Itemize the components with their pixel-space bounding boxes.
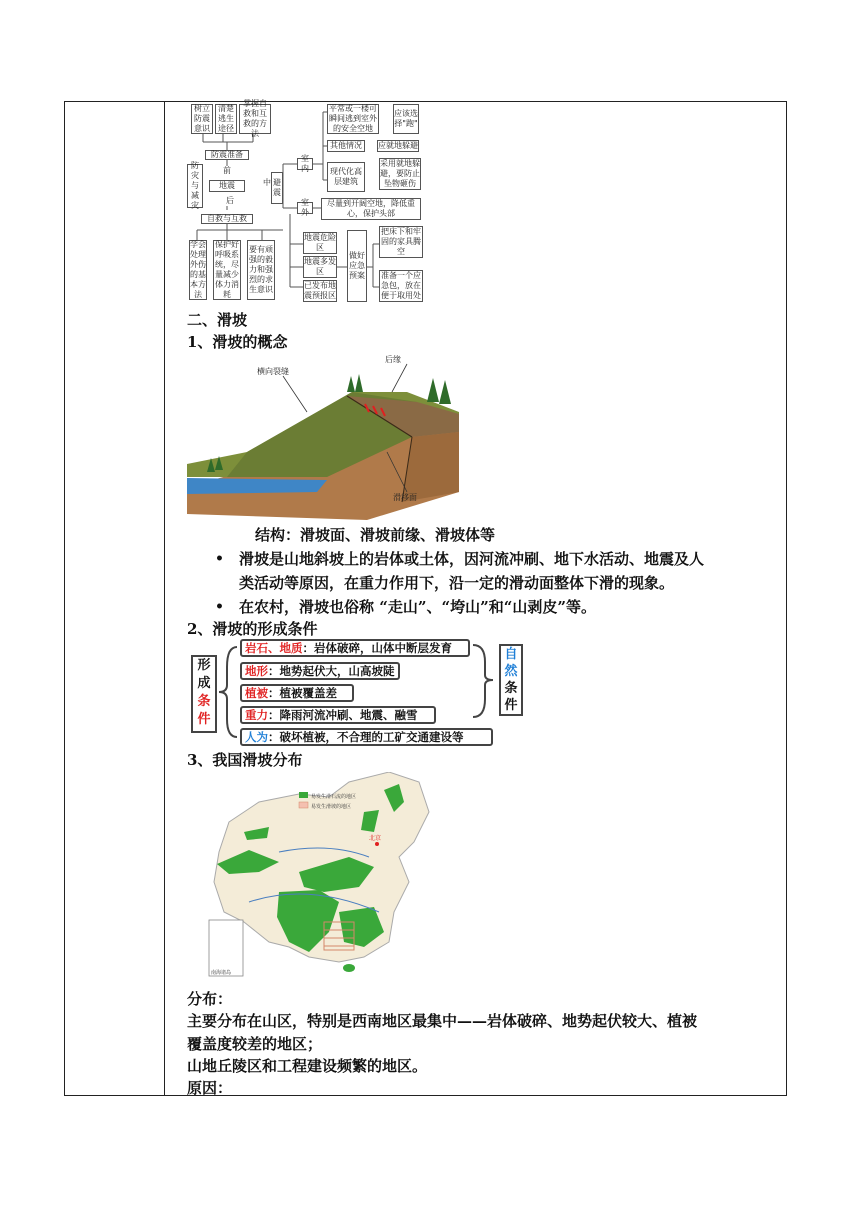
- formation-label-box: 形 成 条 件: [191, 655, 217, 733]
- fc-box: 避震: [271, 172, 283, 204]
- fc-box: 现代化高层建筑: [327, 162, 365, 192]
- fc-box: 地震多发区: [304, 257, 336, 276]
- fc-box: 中: [263, 178, 271, 187]
- fc-box: 学会处理外伤的基本方法: [190, 240, 206, 299]
- condition-human: 人为：破坏植被，不合理的工矿交通建设等: [240, 728, 493, 746]
- label-slide-surface: 滑移面: [393, 493, 417, 502]
- fc-box: 尽量到开阔空地，降低重心，保护头部: [321, 198, 421, 220]
- natural-label-box: 自 然 条 件: [499, 644, 523, 716]
- fc-box: 树立防震意识: [191, 104, 213, 134]
- fc-box: 掌握自救和互救的方法: [239, 104, 271, 134]
- fc-box: 清楚逃生途径: [215, 104, 237, 134]
- definition-line-2: 类活动等原因，在重力作用下，沿一定的滑动面整体下滑的现象。: [239, 574, 675, 592]
- distribution-line-1: 主要分布在山区，特别是西南地区最集中——岩体破碎、地势起伏较大、植被: [187, 1012, 698, 1030]
- label-crack: 横向裂缝: [257, 367, 289, 376]
- fc-box: 防灾与减灾: [187, 164, 203, 208]
- natural-brace: [471, 637, 501, 747]
- fc-box: 室外: [297, 202, 313, 214]
- condition-vegetation: 植被：植被覆盖差: [240, 684, 354, 702]
- condition-gravity: 重力：降雨河流冲刷、地震、融雪: [240, 706, 436, 724]
- subsection-title: 3、我国滑坡分布: [187, 751, 303, 769]
- fc-box: 后: [223, 196, 237, 206]
- china-landslide-map: [189, 772, 445, 984]
- fc-box: 平常或一楼可瞬间逃到室外的安全空地: [329, 104, 377, 133]
- legend-item: 易发生滑石流的地区: [311, 794, 357, 800]
- fc-box: 采用就地躲避，要防止坠物砸伤: [380, 159, 420, 188]
- capital-label: 北京: [369, 835, 382, 842]
- bullet-marker: •: [215, 551, 224, 567]
- fc-box: 已发布地震预报区: [304, 281, 336, 300]
- distribution-title: 分布：: [187, 990, 233, 1008]
- distribution-line-3: 山地丘陵区和工程建设频繁的地区。: [187, 1057, 428, 1075]
- map-svg: [189, 772, 445, 984]
- landslide-illustration: [187, 352, 459, 522]
- fc-box: 做好应急预案: [347, 230, 367, 302]
- fc-box: 保护好呼吸系统，尽量减少体力消耗: [215, 240, 239, 299]
- inset-label: 南海诸岛: [211, 970, 232, 976]
- fc-box: 地震: [209, 180, 245, 192]
- condition-rock: 岩石、地质：岩体破碎，山体中断层发育: [240, 639, 470, 657]
- fc-box: 前: [217, 166, 237, 176]
- fc-box: 防震准备: [205, 150, 249, 160]
- fc-box: 把床下和牢固的家具腾空: [381, 227, 421, 256]
- label-back-edge: 后缘: [385, 355, 401, 364]
- formation-conditions-diagram: [187, 637, 547, 747]
- definition-line-1: 滑坡是山地斜坡上的岩体或土体，因河流冲刷、地下水活动、地震及人: [239, 550, 705, 568]
- condition-terrain: 地形：地势起伏大，山高坡陡: [240, 662, 400, 680]
- fc-box: 应该选择"跑": [393, 104, 419, 134]
- fc-box: 其他情况: [327, 140, 365, 152]
- column-divider: [164, 102, 165, 1095]
- subsection-title: 2、滑坡的形成条件: [187, 620, 318, 638]
- subsection-title: 1、滑坡的概念: [187, 333, 288, 351]
- fc-box: 要有顽强的毅力和强烈的求生意识: [247, 240, 275, 300]
- fc-box: 地震危险区: [304, 233, 336, 252]
- legend-item: 易发生滑坡的地区: [311, 804, 352, 810]
- fc-box: 准备一个应急包，放在便于取用处: [381, 271, 421, 300]
- section-title: 二、滑坡: [187, 311, 248, 329]
- content-table: [64, 101, 787, 1096]
- structure-text: 结构：滑坡面、滑坡前缘、滑坡体等: [255, 526, 496, 544]
- earthquake-flowchart: [187, 99, 487, 302]
- nickname-text: 在农村，滑坡也俗称 “走山”、“垮山”和“山剥皮”等。: [239, 598, 596, 616]
- reason-title: 原因：: [187, 1079, 233, 1097]
- distribution-line-2: 覆盖度较差的地区；: [187, 1035, 323, 1053]
- landslide-diagram: [187, 352, 459, 522]
- fc-box: 应就地躲避: [378, 141, 418, 150]
- fc-box: 自救与互救: [201, 214, 253, 224]
- fc-box: 室内: [297, 158, 313, 170]
- bullet-marker: •: [215, 599, 224, 615]
